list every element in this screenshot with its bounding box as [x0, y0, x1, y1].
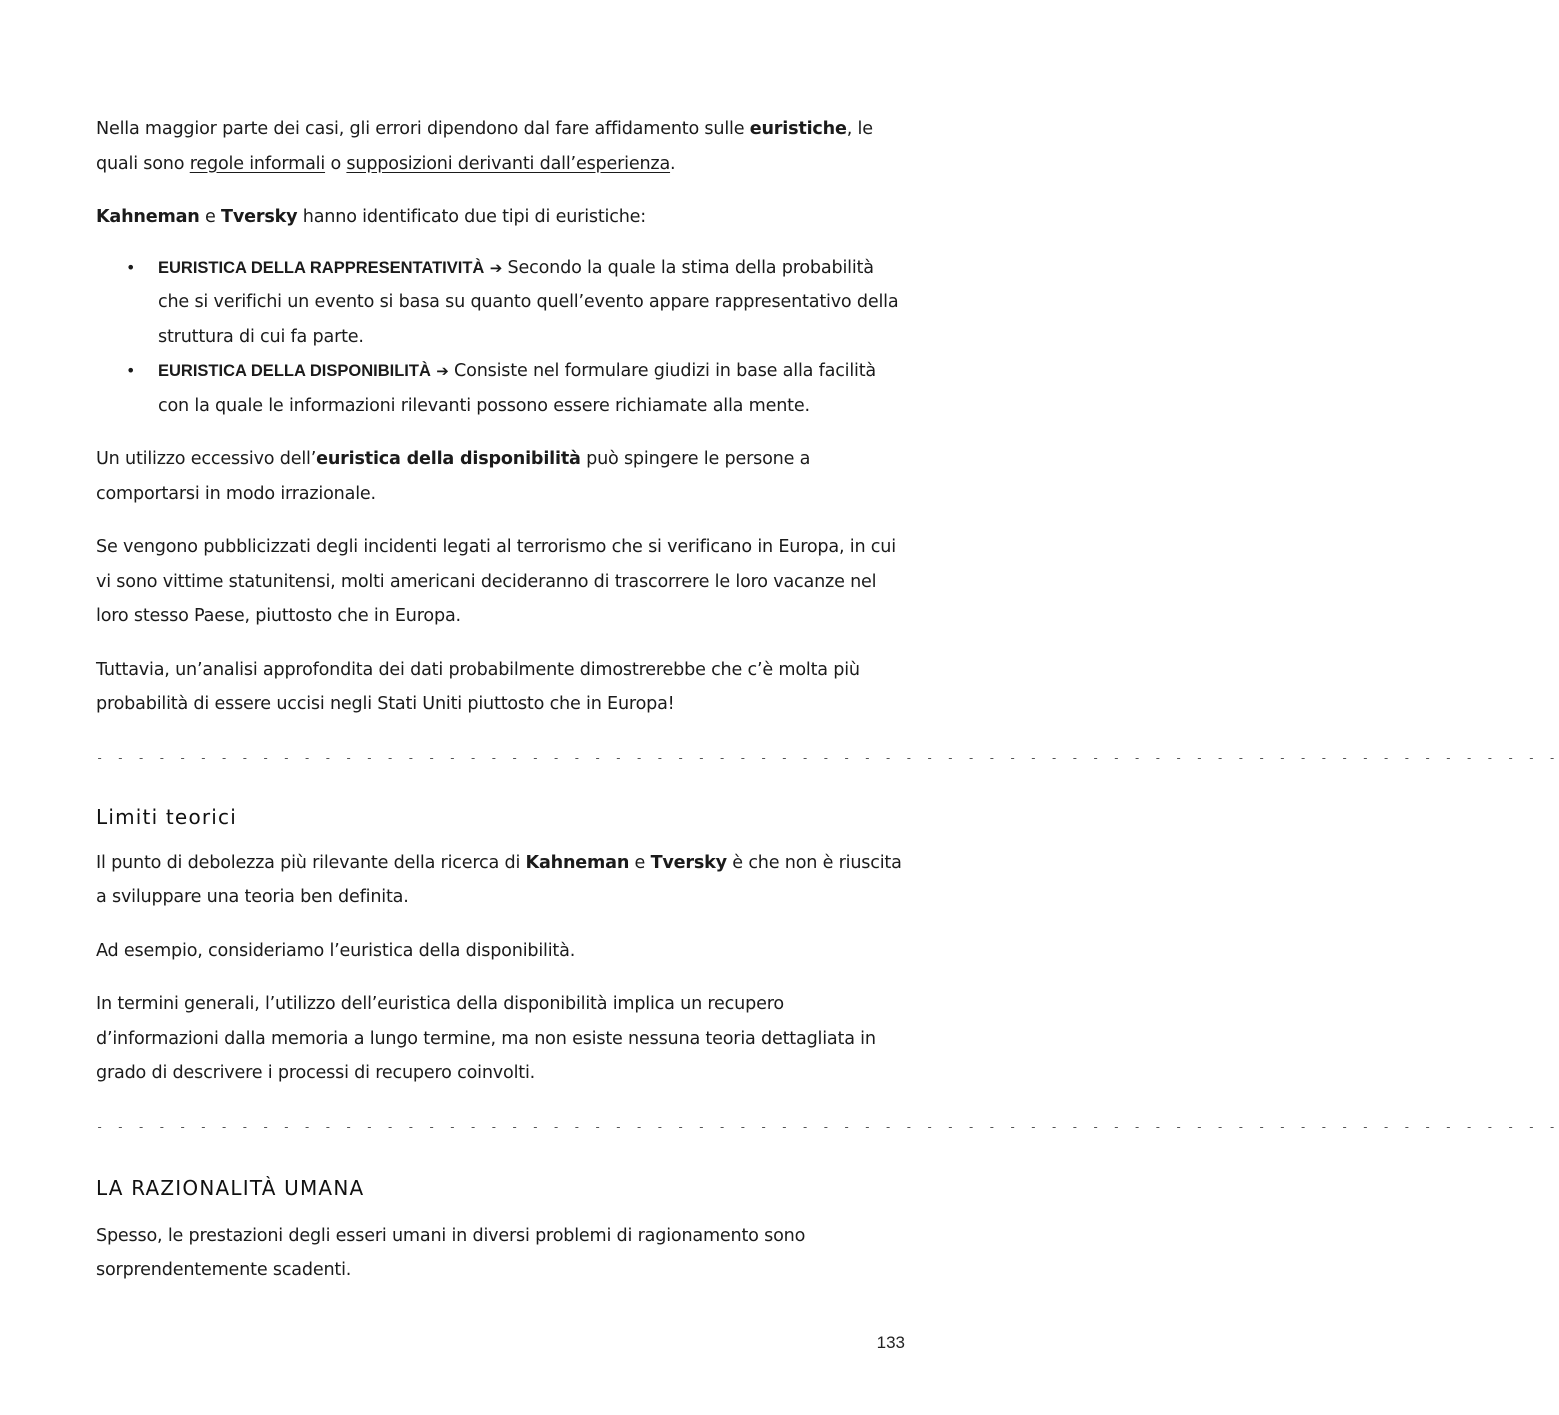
- text-run: hanno identificato due tipi di euristiche:: [297, 207, 647, 227]
- paragraph-terrorism-example: Se vengono pubblicizzati degli incidenti legati al terrorismo che si verificano in Europa, in cui vi sono vittime statunitensi, molti americani decideranno di trascorrere le loro vacanze nel loro stesso Paese, piuttosto che in Europa.: [96, 537, 896, 626]
- text-run: o: [325, 153, 347, 174]
- text-run: , le quali sono: [96, 119, 873, 174]
- paragraph-example: Ad esempio, consideriamo l’euristica della disponibilità.: [96, 940, 576, 961]
- bold-tversky: Tversky: [221, 207, 298, 227]
- page-number: 133: [876, 1333, 905, 1352]
- dashed-divider: - - - - - - - - - - - - - - - - - - - - - - - - - - - - - - - - - - - - - - - - - - - - - - - - - - - - - - - - - - - - - - - - - - - - - - -: [96, 750, 1559, 765]
- bold-tversky: Tversky: [650, 852, 727, 873]
- bold-kahneman: Kahneman: [525, 852, 630, 873]
- list-item-representativeness: [96, 251, 908, 355]
- text-run: e: [199, 207, 222, 227]
- arrow-right-icon: ➔: [436, 362, 449, 380]
- bold-kahneman: Kahneman: [96, 207, 200, 227]
- paragraph-analysis: Tuttavia, un’analisi approfondita dei dati probabilmente dimostrerebbe che c’è molta più probabilità di essere uccisi negli Stati Uniti piuttosto che in Europa!: [96, 659, 860, 714]
- bold-euristica-disponibilita: euristica della disponibilità: [316, 449, 581, 469]
- paragraph-heuristics-intro: [96, 112, 908, 181]
- section-heading-limiti-teorici: Limiti teorici: [96, 804, 238, 829]
- arrow-right-icon: ➔: [489, 258, 503, 277]
- underlined-regole-informali: regole informali: [189, 153, 326, 174]
- page-content: [96, 112, 1559, 1288]
- bullet-dot-icon: •: [126, 361, 136, 380]
- text-run: è che non è riuscita a sviluppare una teoria ben definita.: [96, 852, 902, 907]
- text-run: può spingere le persone a comportarsi in modo irrazionale.: [96, 449, 811, 504]
- bullet-dot-icon: •: [126, 257, 136, 277]
- heuristics-list: [96, 251, 908, 424]
- text-run: e: [629, 852, 651, 873]
- text-run: Il punto di debolezza più rilevante della ricerca di: [96, 852, 526, 873]
- bold-term-euristiche: euristiche: [749, 119, 847, 139]
- paragraph-weakness: [96, 846, 908, 915]
- list-item-availability: [96, 354, 908, 423]
- definition-text: Consiste nel formulare giudizi in base alla facilità con la quale le informazioni rilevanti possono essere richiamate alla mente.: [158, 361, 877, 416]
- text-run: Nella maggior parte dei casi, gli errori dipendono dal fare affidamento sulle: [96, 119, 750, 139]
- text-run: Un utilizzo eccessivo dell’: [96, 449, 317, 469]
- section-heading-razionalita-umana: LA RAZIONALITÀ UMANA: [96, 1175, 365, 1200]
- underlined-supposizioni: supposizioni derivanti dall’esperienza: [346, 153, 671, 174]
- text-run: .: [670, 153, 676, 174]
- paragraph-authors: [96, 200, 908, 235]
- term-availability: EURISTICA DELLA DISPONIBILITÀ: [158, 362, 431, 380]
- definition-text: Secondo la quale la stima della probabilità che si verifichi un evento si basa su quanto quell’evento appare rappresentativo della struttura di cui fa parte.: [158, 257, 899, 347]
- paragraph-availability-excess: [96, 442, 908, 511]
- paragraph-performance: Spesso, le prestazioni degli esseri umani in diversi problemi di ragionamento sono sorprendentemente scadenti.: [96, 1225, 806, 1280]
- paragraph-general-terms: In termini generali, l’utilizzo dell’euristica della disponibilità implica un recupero d’informazioni dalla memoria a lungo termine, ma non esiste nessuna teoria dettagliata in grado di descrivere i processi di recupero coinvolti.: [96, 994, 876, 1083]
- term-representativeness: EURISTICA DELLA RAPPRESENTATIVITÀ: [158, 258, 485, 277]
- dashed-divider: - - - - - - - - - - - - - - - - - - - - - - - - - - - - - - - - - - - - - - - - - - - - - - - - - - - - - - - - - - - - - - - - - - - - - - -: [96, 1119, 1559, 1134]
